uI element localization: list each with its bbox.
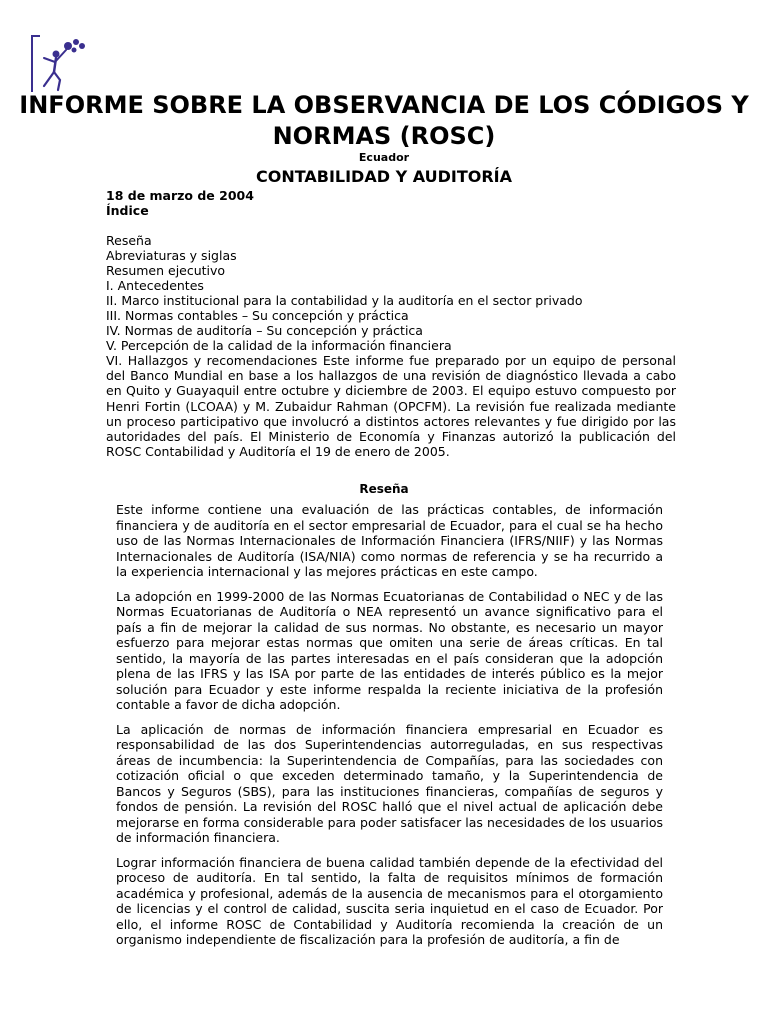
section-heading: Reseña: [359, 482, 409, 496]
index-heading: Índice: [106, 203, 149, 218]
document-title: INFORME SOBRE LA OBSERVANCIA DE LOS CÓDIGOS Y NORMAS (ROSC): [19, 91, 749, 150]
toc-item: III. Normas contables – Su concepción y práctica: [106, 308, 409, 323]
toc-item: Abreviaturas y siglas: [106, 248, 237, 263]
toc-item: I. Antecedentes: [106, 278, 204, 293]
body-paragraph: Lograr información financiera de buena calidad también depende de la efectividad del proceso de auditoría. En tal sentido, la falta de requisitos mínimos de formación académica y profesional, además de la ausencia de mecanismos para el otorgamiento de licencias y el control de calidad, suscita seria inquietud en el caso de Ecuador. Por ello, el informe ROSC de Contabilidad y Auditoría recomienda la creación de un organismo independiente de fiscalización para la profesión de auditoría, a fin de: [116, 854, 663, 947]
table-of-contents: [106, 233, 676, 353]
body-paragraph: La adopción en 1999-2000 de las Normas Ecuatorianas de Contabilidad o NEC y de las Normas Ecuatorianas de Auditoría o NEA representó un avance significativo para el país a fin de mejorar la calidad de sus normas. No obstante, es necesario un mayor esfuerzo para mejorar estas normas que omiten una serie de áreas críticas. En tal sentido, la mayoría de las partes interesadas en el país consideran que la adopción plena de las IFRS y las ISA por parte de las entidades de interés público es la mejor solución para Ecuador y este informe respalda la reciente iniciativa de la profesión contable a favor de dicha adopción.: [116, 588, 663, 712]
toc-item: IV. Normas de auditoría – Su concepción y práctica: [106, 323, 423, 338]
toc-item: Reseña: [106, 233, 152, 248]
toc-item: II. Marco institucional para la contabilidad y la auditoría en el sector privado: [106, 293, 583, 308]
country-label: Ecuador: [358, 151, 410, 164]
section-body: [116, 502, 663, 957]
logo-icon: [30, 34, 88, 96]
toc-item: Resumen ejecutivo: [106, 263, 226, 278]
intro-paragraph: VI. Hallazgos y recomendaciones Este informe fue preparado por un equipo de personal del Banco Mundial en base a los hallazgos de una revisión de diagnóstico llevada a cabo en Quito y Guayaquil entre octubre y diciembre de 2003. El equipo estuvo compuesto por Henri Fortin (LCOAA) y M. Zubaidur Rahman (OPCFM). La revisión fue realizada mediante un proceso participativo que involucró a distintos actores relevantes y fue dirigido por las autoridades del país. El Ministerio de Economía y Finanzas autorizó la publicación del ROSC Contabilidad y Auditoría el 19 de enero de 2005.: [106, 353, 676, 460]
document-subtitle: CONTABILIDAD Y AUDITORÍA: [255, 167, 513, 186]
toc-item: V. Percepción de la calidad de la información financiera: [106, 338, 452, 353]
document-date: 18 de marzo de 2004: [106, 188, 254, 203]
body-paragraph: Este informe contiene una evaluación de las prácticas contables, de información financiera y de auditoría en el sector empresarial de Ecuador, para el cual se ha hecho uso de las Normas Internacionales de Información Financiera (IFRS/NIIF) y las Normas Internacionales de Auditoría (ISA/NIA) como normas de referencia y se ha recurrido a la experiencia internacional y las mejores prácticas en este campo.: [116, 502, 663, 579]
body-paragraph: La aplicación de normas de información financiera empresarial en Ecuador es responsabilidad de las dos Superintendencias autorreguladas, en sus respectivas áreas de incumbencia: la Superintendencia de Compañías, para las sociedades con cotización oficial o que exceden determinado tamaño, y la Superintendencia de Bancos y Seguros (SBS), para las instituciones financieras, compañías de seguros y fondos de pensión. La revisión del ROSC halló que el nivel actual de aplicación debe mejorarse en forma considerable para poder satisfacer las necesidades de los usuarios de información financiera.: [116, 721, 663, 845]
